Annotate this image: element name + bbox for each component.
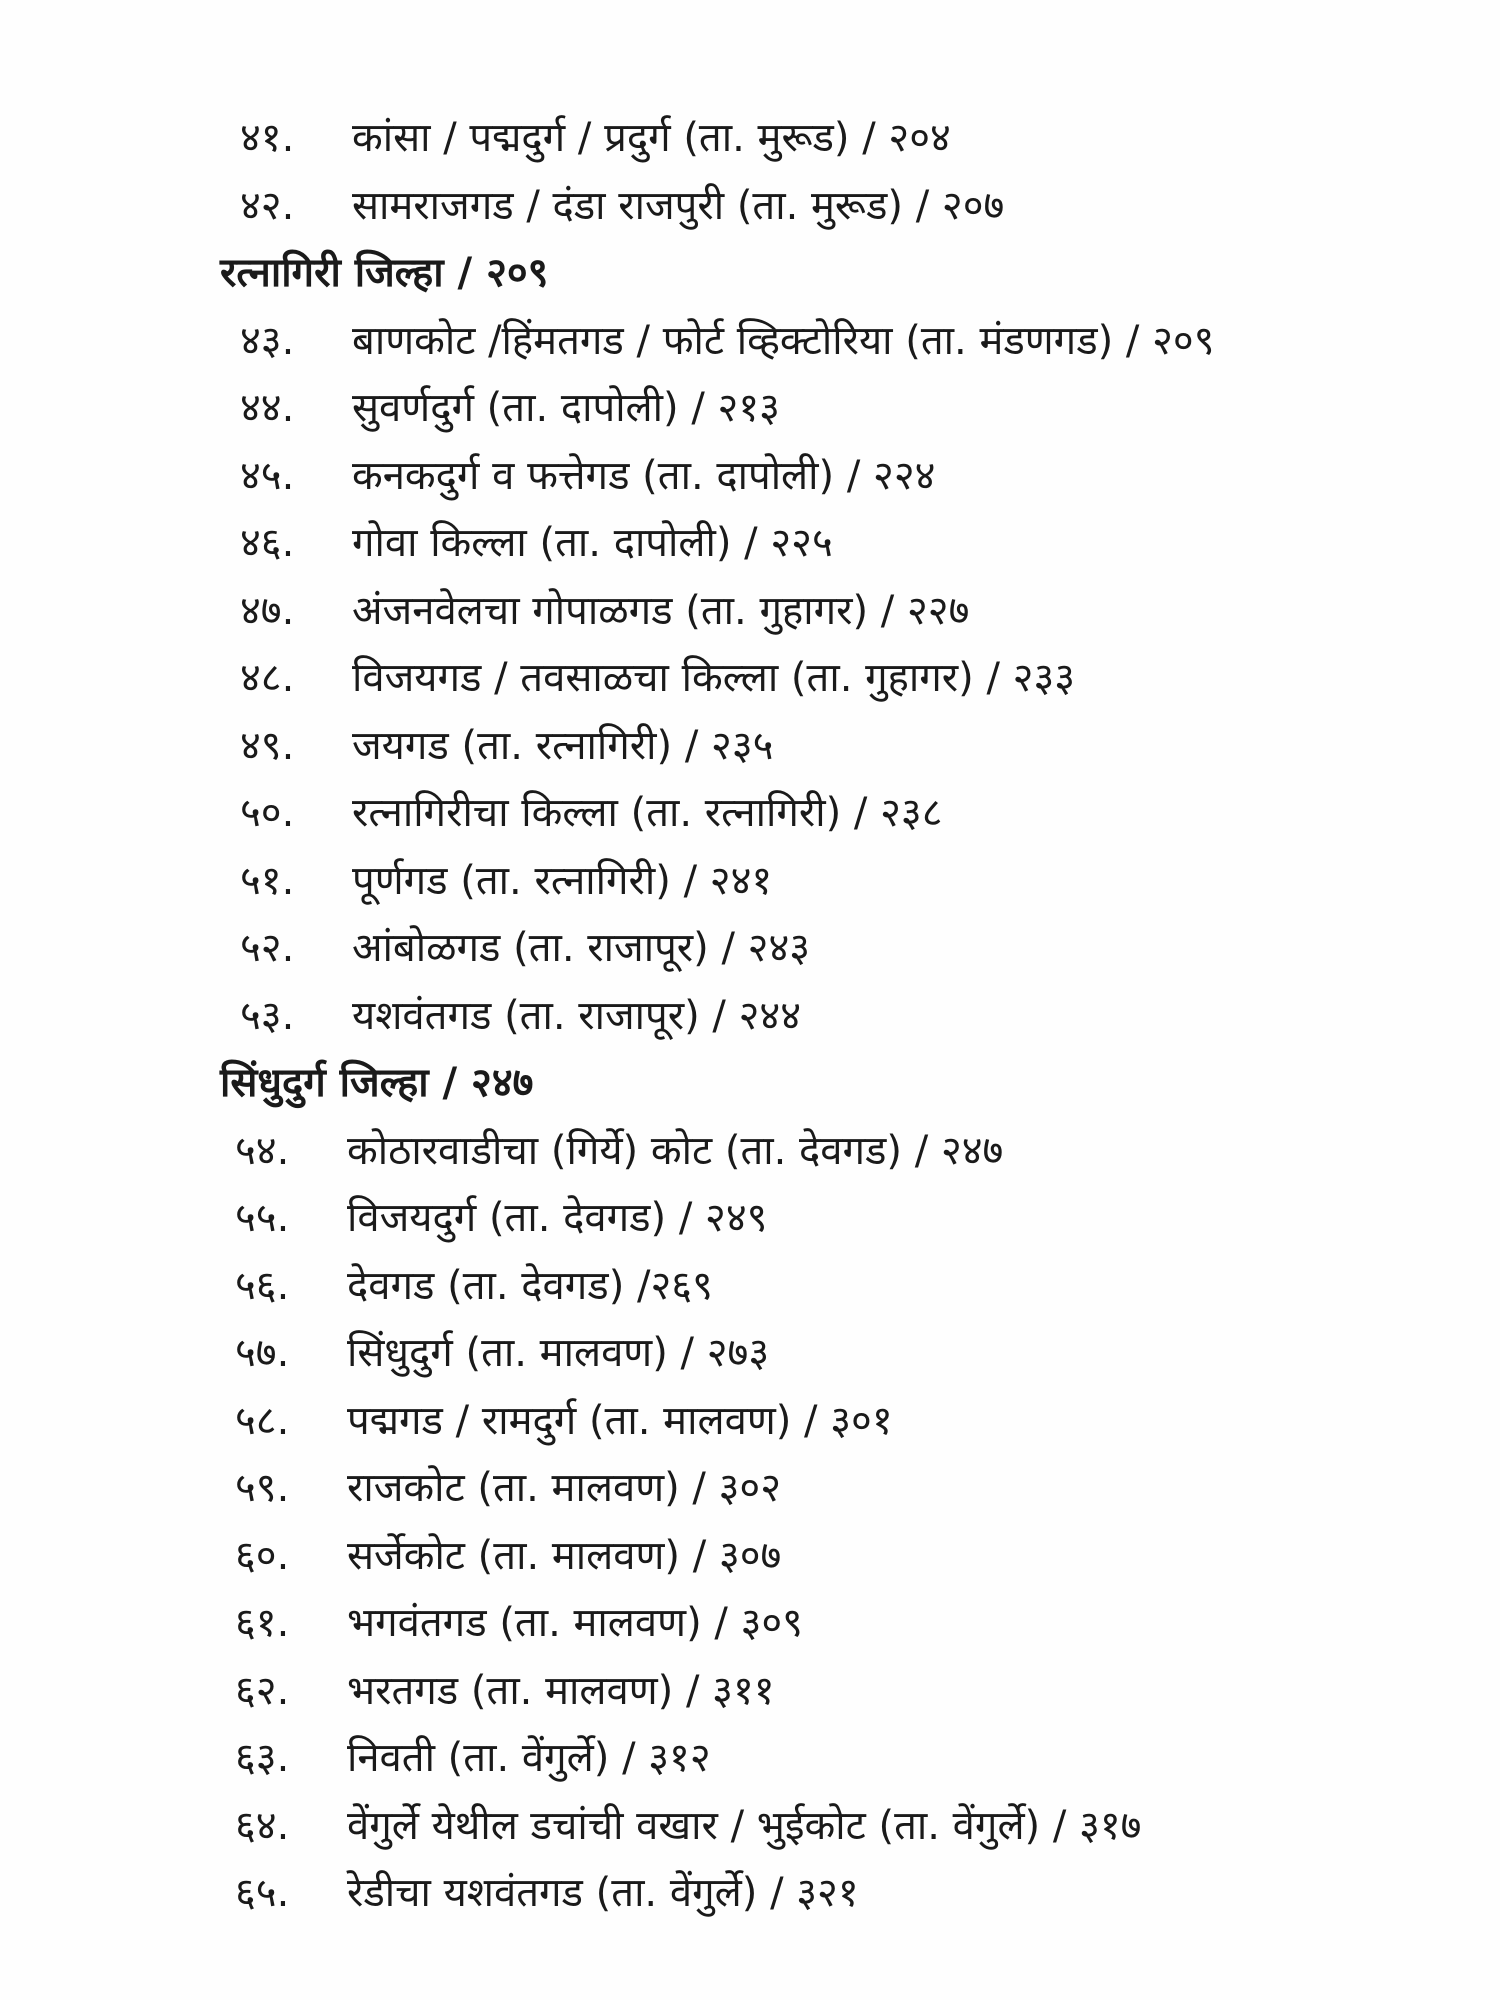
entry-text: जयगड (ता. रत्नागिरी) / २३५: [352, 723, 774, 769]
toc-entry: [235, 1796, 1141, 1856]
entry-number: ४८.: [240, 655, 295, 701]
entry-text: रत्नागिरीचा किल्ला (ता. रत्नागिरी) / २३८: [352, 790, 943, 836]
entry-number: ५५.: [235, 1195, 290, 1241]
toc-entry: [240, 446, 935, 506]
district-heading: [220, 243, 548, 303]
entry-number: ५०.: [240, 790, 295, 836]
toc-entry: [235, 1188, 767, 1248]
entry-number: ५१.: [240, 858, 295, 904]
entry-number: ४९.: [240, 723, 295, 769]
entry-number: ४३.: [240, 318, 295, 364]
entry-number: ६३.: [235, 1735, 290, 1781]
entry-text: भगवंतगड (ता. मालवण) / ३०९: [347, 1600, 803, 1646]
heading-text: सिंधुदुर्ग जिल्हा / २४७: [220, 1060, 534, 1106]
toc-entry: [235, 1121, 1003, 1181]
entry-number: ५६.: [235, 1263, 290, 1309]
entry-text: राजकोट (ता. मालवण) / ३०२: [347, 1465, 782, 1511]
entry-number: ५८.: [235, 1398, 290, 1444]
entry-number: ६२.: [235, 1668, 290, 1714]
toc-entry: [235, 1526, 781, 1586]
entry-number: ६५.: [235, 1870, 290, 1916]
entry-text: यशवंतगड (ता. राजापूर) / २४४: [352, 993, 802, 1039]
entry-text: विजयदुर्ग (ता. देवगड) / २४९: [347, 1195, 768, 1241]
toc-entry: [235, 1593, 803, 1653]
toc-entry: [235, 1863, 859, 1923]
toc-entry: [240, 986, 801, 1046]
toc-entry: [235, 1391, 893, 1451]
entry-text: कोठारवाडीचा (गिर्ये) कोट (ता. देवगड) / २४७: [347, 1128, 1004, 1174]
toc-entry: [240, 108, 951, 168]
toc-entry: [235, 1661, 775, 1721]
entry-text: अंजनवेलचा गोपाळगड (ता. गुहागर) / २२७: [352, 588, 970, 634]
entry-text: सुवर्णदुर्ग (ता. दापोली) / २१३: [352, 385, 780, 431]
toc-entry: [240, 513, 833, 573]
entry-number: ५४.: [235, 1128, 290, 1174]
toc-entry: [240, 851, 772, 911]
entry-text: सिंधुदुर्ग (ता. मालवण) / २७३: [347, 1330, 770, 1376]
district-heading: [220, 1053, 533, 1113]
entry-number: ४५.: [240, 453, 295, 499]
entry-text: गोवा किल्ला (ता. दापोली) / २२५: [352, 520, 833, 566]
toc-entry: [240, 581, 969, 641]
entry-number: ६०.: [235, 1533, 290, 1579]
entry-number: ४६.: [240, 520, 295, 566]
entry-number: ५३.: [240, 993, 295, 1039]
toc-entry: [235, 1728, 711, 1788]
toc-entry: [240, 716, 773, 776]
toc-entry: [240, 918, 810, 978]
entry-text: आंबोळगड (ता. राजापूर) / २४३: [352, 925, 811, 971]
entry-number: ५२.: [240, 925, 295, 971]
entry-number: ४७.: [240, 588, 295, 634]
entry-text: रेडीचा यशवंतगड (ता. वेंगुर्ले) / ३२१: [347, 1870, 859, 1916]
entry-number: ६४.: [235, 1803, 290, 1849]
entry-text: देवगड (ता. देवगड) /२६९: [347, 1263, 713, 1309]
toc-entry: [240, 783, 943, 843]
entry-text: सामराजगड / दंडा राजपुरी (ता. मुरूड) / २०७: [352, 183, 1005, 229]
toc-entry: [235, 1323, 769, 1383]
toc-entry: [240, 311, 1215, 371]
heading-text: रत्नागिरी जिल्हा / २०९: [220, 250, 549, 296]
entry-number: ४४.: [240, 385, 295, 431]
entry-text: वेंगुर्ले येथील डचांची वखार / भुईकोट (ता. वेंगुर्ले) / ३१७: [347, 1803, 1142, 1849]
entry-number: ४१.: [240, 115, 295, 161]
entry-number: ६१.: [235, 1600, 290, 1646]
entry-text: भरतगड (ता. मालवण) / ३११: [347, 1668, 775, 1714]
entry-text: सर्जेकोट (ता. मालवण) / ३०७: [347, 1533, 782, 1579]
entry-text: कांसा / पद्मदुर्ग / प्रदुर्ग (ता. मुरूड) / २०४: [352, 115, 951, 161]
toc-entry: [235, 1458, 781, 1518]
entry-text: पद्मगड / रामदुर्ग (ता. मालवण) / ३०१: [347, 1398, 893, 1444]
entry-text: पूर्णगड (ता. रत्नागिरी) / २४१: [352, 858, 773, 904]
toc-entry: [235, 1256, 713, 1316]
entry-text: कनकदुर्ग व फत्तेगड (ता. दापोली) / २२४: [352, 453, 936, 499]
entry-text: निवती (ता. वेंगुर्ले) / ३१२: [347, 1735, 711, 1781]
entry-number: ४२.: [240, 183, 295, 229]
toc-entry: [240, 378, 780, 438]
entry-number: ५९.: [235, 1465, 290, 1511]
entry-text: बाणकोट /हिंमतगड / फोर्ट व्हिक्टोरिया (ता. मंडणगड) / २०९: [352, 318, 1215, 364]
toc-entry: [240, 176, 1004, 236]
entry-text: विजयगड / तवसाळचा किल्ला (ता. गुहागर) / २३३: [352, 655, 1076, 701]
entry-number: ५७.: [235, 1330, 290, 1376]
toc-entry: [240, 648, 1075, 708]
